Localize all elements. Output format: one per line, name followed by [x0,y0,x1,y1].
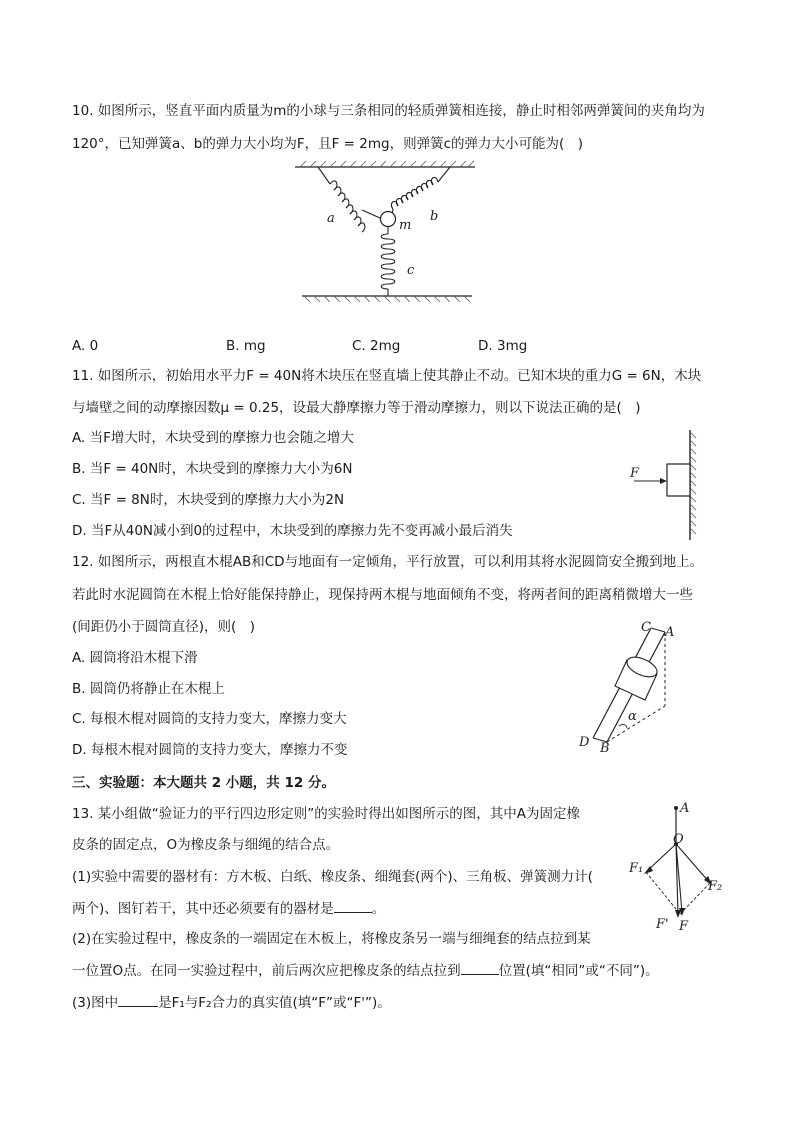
q13-part2-line2 [72,960,659,981]
q11-stem-line1: 11. 如图所示，初始用水平力F = 40N将木块压在竖直墙上使其静止不动。已知木块的重力G = 6N，木块 [72,368,702,384]
q13-part3-end: 是F₁与F₂合力的真实值(填“F”或“F'”)。 [158,995,391,1011]
label-m: m [399,218,412,233]
label-F2: F₂ [708,879,723,894]
q10-stem-line1: 10. 如图所示，竖直平面内质量为m的小球与三条相同的轻质弹簧相连接，静止时相邻两弹簧间的夹角均为 [72,103,705,119]
q10-stem-line2: 120°，已知弹簧a、b的弹力大小均为F，且F = 2mg，则弹簧c的弹力大小可能为( ) [72,136,584,152]
spring-b [391,167,450,216]
label-c: c [407,263,415,278]
label-Fprime: F' [656,917,669,932]
label-A: A [665,625,675,640]
q13-stem-line2: 皮条的固定点，O为橡皮条与细绳的结合点。 [72,837,340,853]
label-F: F [630,466,640,481]
q13-blank-3[interactable] [118,992,158,1007]
label-alpha: α [628,709,637,724]
q13-part3-text: (3)图中 [72,995,119,1011]
q13-part1-end: 。 [371,901,386,917]
q11-stem-line2: 与墙壁之间的动摩擦因数μ = 0.25，设最大静摩擦力等于滑动摩擦力，则以下说法正确的是( ) [72,400,641,416]
label-b: b [430,209,439,224]
label-B: B [600,741,610,756]
spring-c [381,226,395,296]
q11-wall-block-figure [622,426,712,546]
label-F1: F₁ [629,861,644,876]
q13-blank-1[interactable] [334,898,372,913]
q10-spring-figure [290,158,480,306]
q10-option-d[interactable]: D. 3mg [478,338,528,354]
q12-option-c[interactable]: C. 每根木棍对圆筒的支持力变大，摩擦力变大 [72,711,347,727]
q13-blank-2[interactable] [461,960,499,975]
q11-option-a[interactable]: A. 当F增大时，木块受到的摩擦力也会随之增大 [72,430,354,446]
ball-m [381,212,396,227]
q12-rods-figure [575,616,695,756]
label-O: O [673,832,684,847]
q12-option-a[interactable]: A. 圆筒将沿木棍下滑 [72,650,198,666]
q11-option-c[interactable]: C. 当F = 8N时，木块受到的摩擦力大小为2N [72,492,345,508]
q13-part2-text: 一位置O点。在同一实验过程中，前后两次应把橡皮条的结点拉到 [72,963,461,979]
q12-option-b[interactable]: B. 圆筒仍将静止在木棍上 [72,681,225,697]
q12-stem-line2: 若此时水泥圆筒在木棍上恰好能保持静止，现保持两木棍与地面倾角不变，将两者间的距离稍微增大一些 [72,587,693,603]
wood-block [667,464,690,496]
label-D: D [579,735,590,750]
q13-part1-line1: (1)实验中需要的器材有：方木板、白纸、橡皮条、细绳套(两个)、三角板、弹簧测力计( [72,869,593,885]
q10-option-c[interactable]: C. 2mg [352,338,401,354]
q11-option-b[interactable]: B. 当F = 40N时，木块受到的摩擦力大小为6N [72,461,353,477]
cement-cylinder [615,653,660,700]
label-a: a [327,211,335,226]
q13-part2-end: 位置(填“相同”或“不同”)。 [498,963,659,979]
q12-stem-line3: (间距仍小于圆筒直径)，则( ) [72,619,256,635]
q11-option-d[interactable]: D. 当F从40N减小到0的过程中，木块受到的摩擦力先不变再减小最后消失 [72,523,513,539]
q13-part2-line1: (2)在实验过程中，橡皮条的一端固定在木板上，将橡皮条另一端与细绳套的结点拉到某 [72,931,591,947]
label-F: F [679,919,689,934]
label-C: C [641,620,651,635]
q13-part1-line2 [72,898,385,919]
label-A: A [680,801,690,816]
q12-stem-line1: 12. 如图所示，两根直木棍AB和CD与地面有一定倾角，平行放置，可以利用其将水泥圆筒安全搬到地上。 [72,554,704,570]
q10-option-b[interactable]: B. mg [226,338,266,354]
q13-part3-line [72,992,391,1013]
q13-stem-line1: 13. 某小组做“验证力的平行四边形定则”的实验时得出如图所示的图，其中A为固定橡 [72,806,580,822]
q13-force-diagram [620,800,730,940]
section3-heading: 三、实验题：本大题共 2 小题，共 12 分。 [72,775,335,791]
q13-part1-text: 两个)、图钉若干，其中还必须要有的器材是 [72,901,334,917]
q10-option-a[interactable]: A. 0 [72,338,99,354]
q12-option-d[interactable]: D. 每根木棍对圆筒的支持力变大，摩擦力不变 [72,742,348,758]
